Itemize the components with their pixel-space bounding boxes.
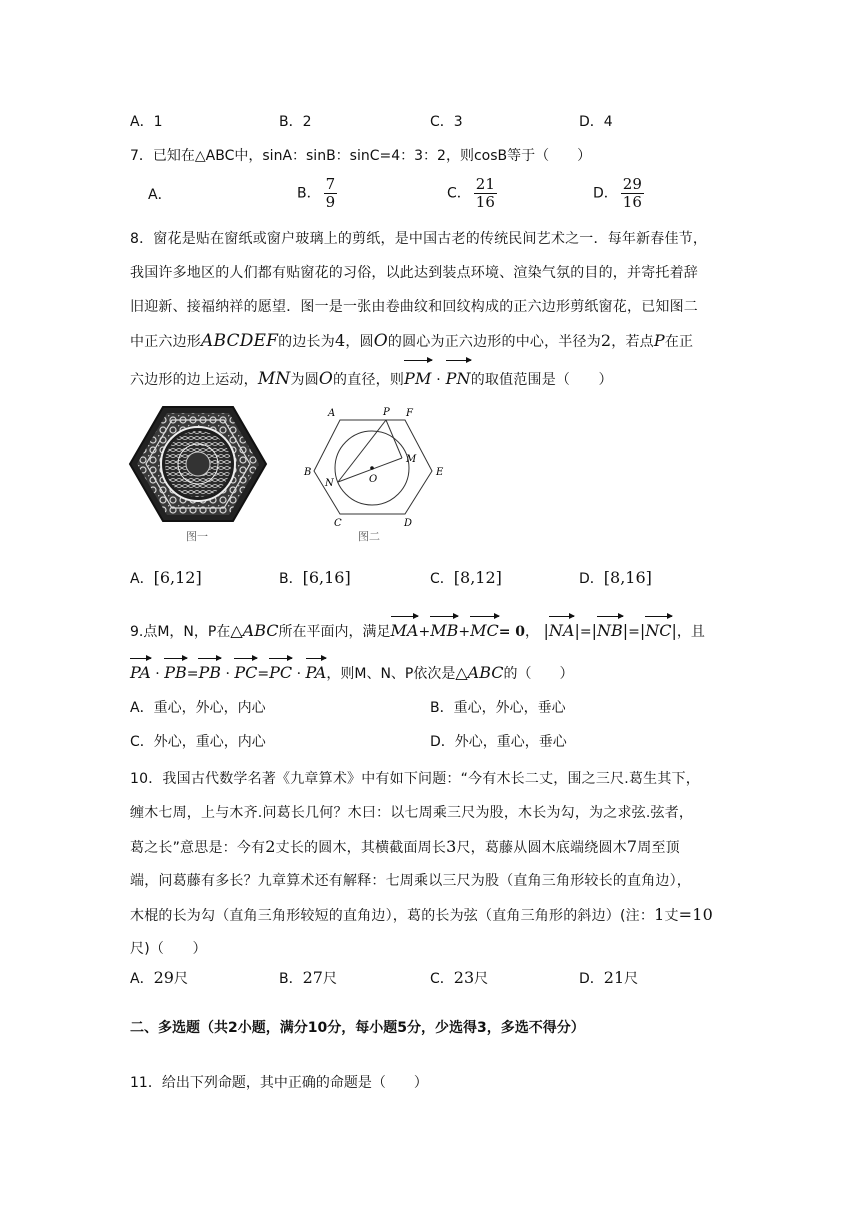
- q8-line-3: 旧迎新、接福纳祥的愿望．图一是一张由卷曲纹和回纹构成的正六边形剪纸窗花，已知图二: [130, 299, 698, 315]
- q9-triangle-2: △ABC: [455, 663, 504, 682]
- q8-option-c-label: C．: [430, 571, 454, 587]
- q9-plus-2: +: [458, 624, 471, 640]
- q7-option-c: [447, 176, 497, 211]
- q8-option-a-label: A．: [130, 571, 154, 587]
- q9-vector-ma: MA: [391, 614, 419, 644]
- fig2-label-p: P: [383, 407, 390, 418]
- q10-option-b: [279, 968, 337, 989]
- q8-circle-name: O: [373, 331, 388, 351]
- q8-option-a: [130, 568, 202, 589]
- q9-option-a: A．重心，外心，内心: [130, 700, 266, 716]
- q10-option-b-label: B．: [279, 971, 303, 987]
- q9-line-2-d: 的（ ）: [503, 666, 574, 682]
- q8-line-5-a: 六边形的边上运动，: [130, 372, 258, 388]
- q8-figure-1-papercut: [128, 405, 268, 523]
- q9-plus-1: +: [418, 624, 431, 640]
- fig2-label-b: B: [304, 467, 312, 478]
- q7-option-d-label: D．: [593, 185, 618, 202]
- q10-option-d: [579, 968, 638, 989]
- q9-line-1-c: 所在平面内，满足: [278, 624, 391, 640]
- q7-option-d-numerator: 29: [622, 175, 642, 193]
- q8-option-c-value: [8,12]: [453, 568, 502, 587]
- q8-line-4-e: ，圆: [345, 334, 374, 350]
- fig2-label-n: N: [325, 478, 334, 489]
- fig2-label-c: C: [334, 518, 342, 529]
- q10-line-2: 缠木七周，上与木齐.问葛长几何？木曰：以七周乘三尺为股，木长为勾，为之求弦.弦者，: [130, 805, 694, 821]
- q9-abs-nc-close: |: [671, 621, 677, 640]
- q9-line-1: [130, 614, 705, 645]
- q9-vector-nb: NB: [597, 614, 623, 644]
- q9-vector-pc-1: PC: [234, 656, 257, 686]
- q8-diameter: MN: [257, 369, 291, 389]
- q8-dot: ·: [431, 372, 446, 388]
- q10-option-b-unit: 尺: [322, 971, 337, 987]
- fig2-label-e: E: [436, 467, 444, 478]
- q7-option-a: A．: [148, 187, 172, 203]
- q9-vector-pb-1: PB: [164, 656, 187, 686]
- q9-line-1-a: 9.点M，N，P在: [130, 624, 231, 640]
- q10-line-3: [130, 830, 730, 864]
- q9-dot-1: ·: [150, 666, 165, 682]
- q9-eq-3: =: [186, 666, 199, 682]
- q10-option-a-label: A．: [130, 971, 154, 987]
- q8-line-1: 8．窗花是贴在窗纸或窗户玻璃上的剪纸，是中国古老的传统民间艺术之一．每年新春佳节，: [130, 231, 708, 247]
- q8-point-p: P: [653, 331, 665, 350]
- q8-option-d: [579, 568, 652, 589]
- q8-vector-pn: PN: [446, 358, 471, 396]
- q9-abs-na-open: |: [543, 621, 549, 640]
- q10-stem: [130, 762, 730, 966]
- q9-vector-pa-1: PA: [130, 656, 151, 686]
- q9-vector-mc: MC: [470, 614, 499, 644]
- q9-line-2-b: ，则M、N、P依次是: [326, 666, 456, 682]
- q9-line-2: [130, 656, 574, 687]
- q8-option-d-label: D．: [579, 571, 604, 587]
- q8-line-4-i: ，若点: [611, 334, 654, 350]
- q9-abs-nb-close: |: [622, 621, 629, 640]
- q10-eq-10: =10: [678, 905, 714, 924]
- q8-line-4-k: 在正: [664, 334, 694, 350]
- q11-stem: 11．给出下列命题，其中正确的命题是（ ）: [130, 1075, 428, 1091]
- q7-option-c-denominator: 16: [475, 193, 495, 211]
- q10-num-2: 2: [265, 837, 276, 856]
- q9-eq-4: =: [257, 666, 270, 682]
- q8-radius: 2: [600, 331, 612, 350]
- q9-option-d: D．外心，重心，垂心: [430, 734, 567, 750]
- q8-option-b-label: B．: [279, 571, 303, 587]
- q7-option-c-numerator: 21: [475, 175, 495, 193]
- q8-vector-pm: PM: [404, 358, 432, 396]
- q7-stem: 7．已知在△ABC中，sinA：sinB：sinC=4：3：2，则cosB等于（ ）: [130, 148, 592, 164]
- q8-line-4-c: 的边长为: [278, 334, 335, 350]
- q10-line-5: [130, 898, 730, 932]
- q9-vector-pa-2: PA: [306, 656, 327, 686]
- q9-vector-mb: MB: [430, 614, 458, 644]
- fig2-label-f: F: [406, 408, 413, 419]
- q10-line-3-e: 尺，葛藤从圆木底端绕圆木: [456, 840, 627, 856]
- q8-option-a-value: [6,12]: [153, 568, 202, 587]
- q10-option-c-num: 23: [453, 968, 475, 987]
- q10-num-1: 1: [654, 905, 665, 924]
- q10-option-c-label: C．: [430, 971, 454, 987]
- q8-line-4-a: 中正六边形: [130, 334, 201, 350]
- q9-comma: ，: [525, 624, 540, 640]
- q7-option-d-fraction: [621, 176, 644, 211]
- fig2-label-m: M: [406, 454, 417, 465]
- q8-option-b: [279, 568, 351, 589]
- q10-option-b-num: 27: [302, 968, 323, 987]
- q8-figure-2-caption: 图二: [358, 530, 380, 543]
- q9-option-b: B．重心，外心，垂心: [430, 700, 566, 716]
- q7-option-b-denominator: 9: [325, 193, 336, 211]
- fig2-label-d: D: [404, 518, 413, 529]
- q9-vector-pc-2: PC: [269, 656, 292, 686]
- section-2-title: 二、多选题（共2小题，满分10分，每小题5分，少选得3，多选不得分）: [130, 1020, 585, 1036]
- q10-num-7: 7: [626, 837, 638, 856]
- q10-option-d-label: D．: [579, 971, 604, 987]
- q8-circle-name-2: O: [318, 369, 334, 389]
- q6-option-c: C．3: [430, 114, 463, 130]
- q7-option-d: [593, 176, 644, 211]
- q10-option-c: [430, 968, 488, 989]
- q6-option-b: B．2: [279, 114, 312, 130]
- q7-option-b-label: B．: [297, 185, 321, 202]
- q9-vector-na: NA: [549, 614, 575, 644]
- q6-option-a: A．1: [130, 114, 163, 130]
- q9-dot-2: ·: [221, 666, 235, 682]
- q9-eq-1: =: [579, 624, 592, 640]
- q9-vector-nc: NC: [645, 614, 671, 644]
- q9-and: ，且: [676, 624, 705, 640]
- q6-option-d: D．4: [579, 114, 613, 130]
- q10-option-d-num: 21: [603, 968, 625, 987]
- q10-option-a-num: 29: [153, 968, 174, 987]
- q10-option-a: [130, 968, 188, 989]
- q8-stem: [130, 222, 730, 392]
- q8-line-5-c: 为圆: [290, 372, 319, 388]
- q7-option-d-denominator: 16: [622, 193, 642, 211]
- q8-line-5: [130, 358, 730, 392]
- q8-line-4-g: 的圆心为正六边形的中心，半径为: [387, 334, 601, 350]
- q9-abs-na-close: |: [574, 621, 580, 640]
- q8-line-5-f: 的取值范围是（ ）: [470, 372, 613, 388]
- q10-line-3-c: 丈长的圆木，其横截面周长: [275, 840, 447, 856]
- q10-option-c-unit: 尺: [474, 971, 489, 987]
- q8-figure-2-diagram: [300, 402, 450, 532]
- q10-line-5-a: 木棍的长为勾（直角三角形较短的直角边），葛的长为弦（直角三角形的斜边）(注：: [130, 908, 655, 924]
- q7-option-b-fraction: [324, 176, 338, 211]
- q8-option-d-value: [8,16]: [603, 568, 652, 587]
- q8-line-4: [130, 324, 730, 358]
- fig2-label-a: A: [328, 408, 336, 419]
- q9-dot-3: ·: [292, 666, 306, 682]
- q8-option-c: [430, 568, 502, 589]
- q7-option-c-label: C．: [447, 185, 471, 202]
- q9-option-c: C．外心，重心，内心: [130, 734, 266, 750]
- q9-abs-nb-open: |: [591, 621, 597, 640]
- q9-triangle: △ABC: [230, 621, 279, 640]
- q10-line-3-a: 葛之长”意思是：今有: [130, 840, 266, 856]
- q7-option-c-fraction: [474, 176, 497, 211]
- q10-option-a-unit: 尺: [173, 971, 188, 987]
- q8-side-length: 4: [334, 331, 346, 350]
- q7-option-b: [297, 176, 337, 211]
- q10-line-6: 尺)（ ）: [130, 941, 207, 957]
- q10-num-3: 3: [446, 837, 457, 856]
- q8-hexagon-name: ABCDEF: [201, 331, 279, 351]
- q10-line-5-c: 丈: [664, 908, 679, 924]
- q10-line-1: 10．我国古代数学名著《九章算术》中有如下问题：“今有木长二丈，围之三尺.葛生其下，: [130, 771, 700, 787]
- q10-line-3-g: 周至顶: [637, 840, 680, 856]
- q7-option-b-numerator: 7: [325, 175, 336, 193]
- q8-figure-1-caption: 图一: [186, 530, 208, 543]
- q8-line-2: 我国许多地区的人们都有贴窗花的习俗，以此达到装点环境、渲染气氛的目的，并寄托着辞: [130, 265, 698, 281]
- fig2-label-o: O: [369, 474, 378, 485]
- q9-abs-nc-open: |: [639, 621, 646, 640]
- q9-eq-2: =: [628, 624, 640, 640]
- q9-equals-zero: = 0: [498, 624, 526, 640]
- q9-vector-pb-2: PB: [198, 656, 221, 686]
- q10-option-d-unit: 尺: [624, 971, 639, 987]
- q10-line-4: 端，问葛藤有多长？九章算术还有解释：七周乘以三尺为股（直角三角形较长的直角边），: [130, 873, 691, 889]
- q8-option-b-value: [6,16]: [302, 568, 351, 587]
- q8-line-5-e: 的直径，则: [333, 372, 405, 388]
